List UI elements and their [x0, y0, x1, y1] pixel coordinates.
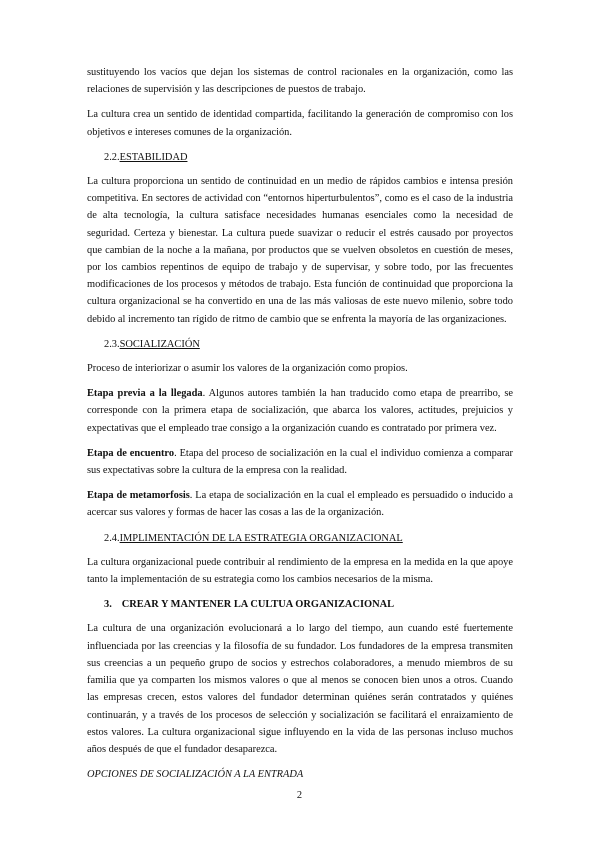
definition-etapa-previa: . Algunos autores también la han traducido como etapa de prearribo, se corresponde con la primera etapa de socialización, que abarca los valores, actitudes, prejuicios y expectativas que el empleado trae consigo a la organización cuando es contratado por primera vez. [87, 388, 513, 434]
definition-etapa-encuentro: . Etapa del proceso de socialización en la cual el individuo comienza a comparar sus expectativas sobre la cultura de la empresa con la realidad. [87, 447, 513, 477]
heading-number: 2.2. [104, 151, 120, 163]
paragraph-interiorize: Proceso de interiorizar o asumir los valores de la organización como propios. [87, 363, 408, 375]
heading-implementacion [87, 530, 513, 547]
paragraph-etapa-metamorfosis [87, 487, 513, 521]
paragraph-shared-identity: La cultura crea un sentido de identidad compartida, facilitando la generación de compromiso con los objetivos e intereses comunes de la organización. [87, 109, 513, 138]
heading-estabilidad [87, 149, 513, 166]
term-etapa-encuentro: Etapa de encuentro [87, 447, 175, 459]
heading-title: ESTABILIDAD [119, 151, 188, 163]
paragraph-evolution: La cultura de una organización evolucionará a lo largo del tiempo, aun cuando esté fuertemente influenciada por las creencias y la filosofía de su fundador. Los fundadores de la empresa transmiten sus creencias a un pequeño grupo de socios y estrechos colaboradores, a menudo miembros de su familia que ya comparten los mismos valores o que al menos se conocen bien unos a otros. Cuando las empresas crecen, estos valores del fundador determinan quiénes serán contratados y quiénes continuarán, y a través de los procesos de selección y socialización se facilitará el enraizamiento de estos valores. La cultura organizacional sigue influyendo en la vida de las personas incluso muchos años después de que el fundador desaparezca. [87, 623, 513, 755]
heading-title: IMPLIMENTACIÓN DE LA ESTRATEGIA ORGANIZACIONAL [119, 532, 403, 544]
page-number: 2 [296, 790, 303, 801]
term-etapa-previa: Etapa previa a la llegada [87, 388, 203, 400]
paragraph-etapa-encuentro [87, 445, 513, 479]
term-etapa-metamorfosis: Etapa de metamorfosis [87, 490, 190, 502]
heading-socializacion [87, 336, 513, 353]
paragraph-continuity: La cultura proporciona un sentido de continuidad en un medio de rápidos cambios e intensa presión competitiva. En sectores de actividad con “entornos hiperturbulentos”, como es el caso de la industria de alta tecnología, la cultura satisface necesidades humanas esenciales como la necesidad de seguridad. Certeza y bienestar. La cultura puede suavizar o reducir el estrés causado por proyectos que cambian de la noche a la mañana, por productos que se vuelven obsoletos en cuestión de meses, por los cambios repentinos de equipo de trabajo y de supervisar, y sobre todo, por las frecuentes modificaciones de los procesos y métodos de trabajo. Esta función de continuidad que proporciona la cultura organizacional se ha convertido en una de las más valiosas de este nuevo milenio, sobre todo debido al incremento tan rígido de ritmo de cambio que se enfrenta la mayoría de las organizaciones. [87, 176, 513, 325]
heading-number: 2.4. [104, 532, 120, 544]
page-content [87, 64, 513, 791]
heading-number: 3. [104, 599, 112, 611]
heading-crear-mantener [87, 596, 513, 613]
definition-etapa-metamorfosis: . La etapa de socialización en la cual el empleado es persuadido o inducido a acercar sus valores y formas de hacer las cosas a las de la organización. [87, 490, 513, 519]
heading-title: CREAR Y MANTENER LA CULTUA ORGANIZACIONAL [121, 599, 395, 611]
paragraph-etapa-previa [87, 385, 513, 437]
heading-number: 2.3. [104, 338, 120, 350]
paragraph-control-systems: sustituyendo los vacíos que dejan los sistemas de control racionales en la organización, como las relaciones de supervisión y las descripciones de puestos de trabajo. [87, 67, 513, 96]
heading-title: SOCIALIZACIÓN [119, 338, 200, 350]
paragraph-strategy: La cultura organizacional puede contribuir al rendimiento de la empresa en la medida en la que apoye tanto la implementación de su estrategia como los cambios necesarios de la misma. [87, 556, 513, 586]
subheading-opciones-socializacion: OPCIONES DE SOCIALIZACIÓN A LA ENTRADA [87, 769, 304, 781]
